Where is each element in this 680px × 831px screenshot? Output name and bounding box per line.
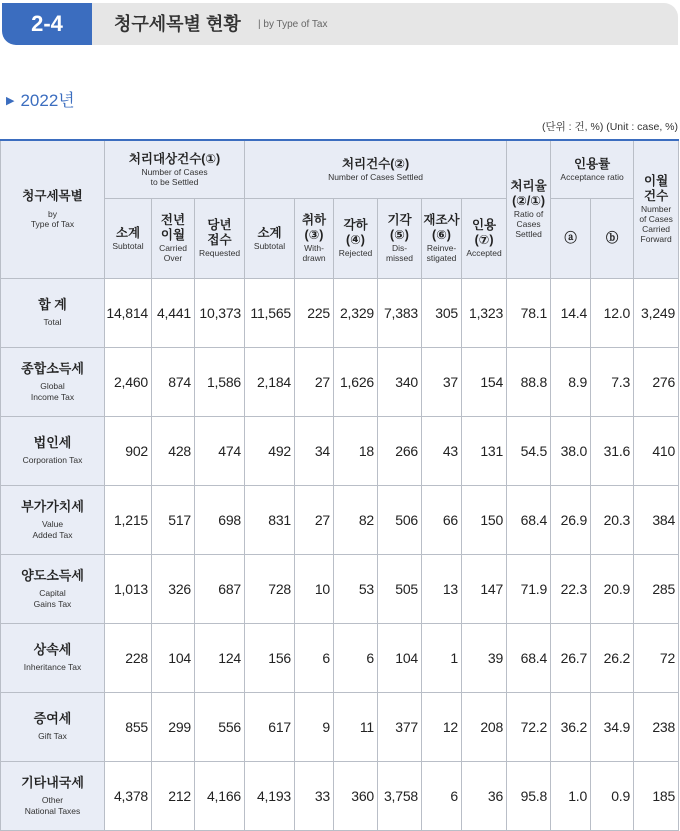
- table-cell: 72: [634, 623, 679, 692]
- table-cell: 517: [152, 485, 195, 554]
- table-cell: 326: [152, 554, 195, 623]
- table-cell: 492: [245, 416, 295, 485]
- table-cell: 104: [152, 623, 195, 692]
- table-cell: 428: [152, 416, 195, 485]
- header-subtotal-2: 소계 Subtotal: [245, 198, 295, 278]
- row-label-en: Inheritance Tax: [23, 662, 82, 672]
- year-label: 2022년: [20, 91, 75, 110]
- table-cell: 185: [634, 761, 679, 830]
- table-cell: 13: [422, 554, 462, 623]
- table-cell: 78.1: [507, 278, 551, 347]
- table-row: [1, 623, 679, 692]
- table-cell: 305: [422, 278, 462, 347]
- table-cell: 82: [334, 485, 378, 554]
- table-cell: 1,215: [105, 485, 152, 554]
- header-subtotal-1: 소계 Subtotal: [105, 198, 152, 278]
- table-cell: 1,323: [462, 278, 507, 347]
- table-cell: 208: [462, 692, 507, 761]
- table-cell: 10: [295, 554, 334, 623]
- table-cell: 384: [634, 485, 679, 554]
- page-header: [0, 3, 680, 45]
- table-cell: 72.2: [507, 692, 551, 761]
- row-label: [1, 623, 105, 692]
- row-label-en: National Taxes: [24, 805, 81, 816]
- table-cell: 1,013: [105, 554, 152, 623]
- table-cell: 124: [195, 623, 245, 692]
- section-number-badge: 2-4: [2, 3, 92, 45]
- table-cell: 68.4: [507, 485, 551, 554]
- title-bar: [92, 3, 678, 45]
- table-cell: 131: [462, 416, 507, 485]
- table-cell: 27: [295, 485, 334, 554]
- table-cell: 154: [462, 347, 507, 416]
- table-row: [1, 416, 679, 485]
- row-label-en: Total: [43, 317, 62, 327]
- table-cell: 53: [334, 554, 378, 623]
- header-to-settle: 처리대상건수(①) Number of Cases to be Settled: [105, 140, 245, 198]
- table-cell: 14.4: [551, 278, 591, 347]
- table-cell: 26.7: [551, 623, 591, 692]
- table-cell: 228: [105, 623, 152, 692]
- header-requested: 당년 접수 Requested: [195, 198, 245, 278]
- table-cell: 4,193: [245, 761, 295, 830]
- table-row: [1, 554, 679, 623]
- table-cell: 285: [634, 554, 679, 623]
- row-label: [1, 692, 105, 761]
- row-label-en: Added Tax: [32, 529, 73, 540]
- table-cell: 474: [195, 416, 245, 485]
- table-cell: 410: [634, 416, 679, 485]
- table-cell: 3,249: [634, 278, 679, 347]
- table-row: [1, 278, 679, 347]
- row-label: [1, 761, 105, 830]
- table-cell: 71.9: [507, 554, 551, 623]
- row-label-ko: 상속세: [33, 642, 72, 657]
- table-cell: 26.2: [591, 623, 634, 692]
- header-accepted: 인용 (⑦) Accepted: [462, 198, 507, 278]
- table-cell: 617: [245, 692, 295, 761]
- header-acceptance-b: ⓑ: [591, 198, 634, 278]
- row-label-ko: 증여세: [33, 711, 72, 726]
- table-cell: 831: [245, 485, 295, 554]
- table-cell: 26.9: [551, 485, 591, 554]
- tax-type-table: [0, 139, 679, 831]
- table-cell: 33: [295, 761, 334, 830]
- table-cell: 687: [195, 554, 245, 623]
- table-row: [1, 347, 679, 416]
- row-label-en: Capital: [39, 587, 66, 598]
- row-label-en: Value: [41, 518, 64, 529]
- table-cell: 11: [334, 692, 378, 761]
- table-cell: 902: [105, 416, 152, 485]
- page-title: 청구세목별 현황: [114, 14, 241, 34]
- table-cell: 1.0: [551, 761, 591, 830]
- table-cell: 104: [378, 623, 422, 692]
- table-cell: 43: [422, 416, 462, 485]
- table-cell: 6: [295, 623, 334, 692]
- header-acceptance: 인용률 Acceptance ratio: [551, 140, 634, 198]
- header-forward: 이월 건수 Number of Cases Carried Forward: [634, 140, 679, 278]
- table-row: [1, 761, 679, 830]
- row-label-ko: 종합소득세: [21, 360, 84, 376]
- table-cell: 12.0: [591, 278, 634, 347]
- table-cell: 266: [378, 416, 422, 485]
- table-cell: 238: [634, 692, 679, 761]
- table-cell: 39: [462, 623, 507, 692]
- header-settled: 처리건수(②) Number of Cases Settled: [245, 140, 507, 198]
- row-label-en: Income Tax: [30, 391, 75, 402]
- table-row: [1, 692, 679, 761]
- table-cell: 4,441: [152, 278, 195, 347]
- table-cell: 38.0: [551, 416, 591, 485]
- row-label-en: Corporation Tax: [22, 455, 83, 465]
- header-carried-over: 전년 이월 Carried Over: [152, 198, 195, 278]
- row-label-ko: 법인세: [33, 435, 72, 450]
- unit-note: (단위 : 건, %) (Unit : case, %): [541, 121, 678, 133]
- table-cell: 54.5: [507, 416, 551, 485]
- table-cell: 360: [334, 761, 378, 830]
- table-cell: 22.3: [551, 554, 591, 623]
- row-label: [1, 485, 105, 554]
- header-dismissed: 기각 (⑤) Dis- missed: [378, 198, 422, 278]
- table-cell: 4,166: [195, 761, 245, 830]
- table-cell: 556: [195, 692, 245, 761]
- table-cell: 212: [152, 761, 195, 830]
- header-ratio: 처리율 (②/①) Ratio of Cases Settled: [507, 140, 551, 278]
- table-cell: 36: [462, 761, 507, 830]
- table-cell: 7.3: [591, 347, 634, 416]
- table-cell: 20.9: [591, 554, 634, 623]
- row-label-en: Other: [41, 794, 64, 805]
- row-label: [1, 416, 105, 485]
- row-label-ko: 양도소득세: [21, 567, 84, 583]
- table-row: [1, 485, 679, 554]
- header-withdrawn: 취하 (③) With- drawn: [295, 198, 334, 278]
- table-cell: 147: [462, 554, 507, 623]
- table-cell: 855: [105, 692, 152, 761]
- table-cell: 6: [334, 623, 378, 692]
- table-cell: 874: [152, 347, 195, 416]
- table-cell: 505: [378, 554, 422, 623]
- table-cell: 66: [422, 485, 462, 554]
- table-cell: 68.4: [507, 623, 551, 692]
- table-cell: 34: [295, 416, 334, 485]
- table-cell: 4,378: [105, 761, 152, 830]
- page-subtitle: | by Type of Tax: [258, 19, 328, 30]
- table-cell: 18: [334, 416, 378, 485]
- row-label-en: Gift Tax: [38, 731, 67, 741]
- table-cell: 14,814: [105, 278, 152, 347]
- row-label: [1, 347, 105, 416]
- table-cell: 1,626: [334, 347, 378, 416]
- table-cell: 95.8: [507, 761, 551, 830]
- table-cell: 156: [245, 623, 295, 692]
- header-rejected: 각하 (④) Rejected: [334, 198, 378, 278]
- table-cell: 7,383: [378, 278, 422, 347]
- header-acceptance-a: ⓐ: [551, 198, 591, 278]
- table-cell: 506: [378, 485, 422, 554]
- table-cell: 698: [195, 485, 245, 554]
- table-cell: 1: [422, 623, 462, 692]
- table-cell: 299: [152, 692, 195, 761]
- year-heading: [6, 86, 75, 111]
- row-label: [1, 278, 105, 347]
- table-cell: 0.9: [591, 761, 634, 830]
- table-cell: 10,373: [195, 278, 245, 347]
- table-cell: 728: [245, 554, 295, 623]
- table-cell: 340: [378, 347, 422, 416]
- row-label-en: Global: [40, 380, 65, 391]
- row-label-ko: 합 계: [38, 297, 67, 312]
- table-cell: 37: [422, 347, 462, 416]
- table-cell: 36.2: [551, 692, 591, 761]
- row-label: [1, 554, 105, 623]
- table-cell: 3,758: [378, 761, 422, 830]
- table-cell: 20.3: [591, 485, 634, 554]
- table-cell: 27: [295, 347, 334, 416]
- table-cell: 34.9: [591, 692, 634, 761]
- triangle-marker-icon: ▶: [6, 95, 15, 107]
- row-label-en: Gains Tax: [33, 598, 72, 609]
- table-cell: 9: [295, 692, 334, 761]
- table-cell: 276: [634, 347, 679, 416]
- header-reinvestigated: 재조사 (⑥) Reinve- stigated: [422, 198, 462, 278]
- row-label-ko: 부가가치세: [21, 498, 84, 514]
- table-cell: 11,565: [245, 278, 295, 347]
- table-cell: 377: [378, 692, 422, 761]
- row-label-ko: 기타내국세: [21, 774, 84, 790]
- header-type: 청구세목별 by Type of Tax: [1, 140, 105, 278]
- table-cell: 88.8: [507, 347, 551, 416]
- table-cell: 1,586: [195, 347, 245, 416]
- table-cell: 2,184: [245, 347, 295, 416]
- table-cell: 2,460: [105, 347, 152, 416]
- table-cell: 8.9: [551, 347, 591, 416]
- table-cell: 31.6: [591, 416, 634, 485]
- table-cell: 12: [422, 692, 462, 761]
- table-cell: 225: [295, 278, 334, 347]
- table-cell: 6: [422, 761, 462, 830]
- table-cell: 2,329: [334, 278, 378, 347]
- table-cell: 150: [462, 485, 507, 554]
